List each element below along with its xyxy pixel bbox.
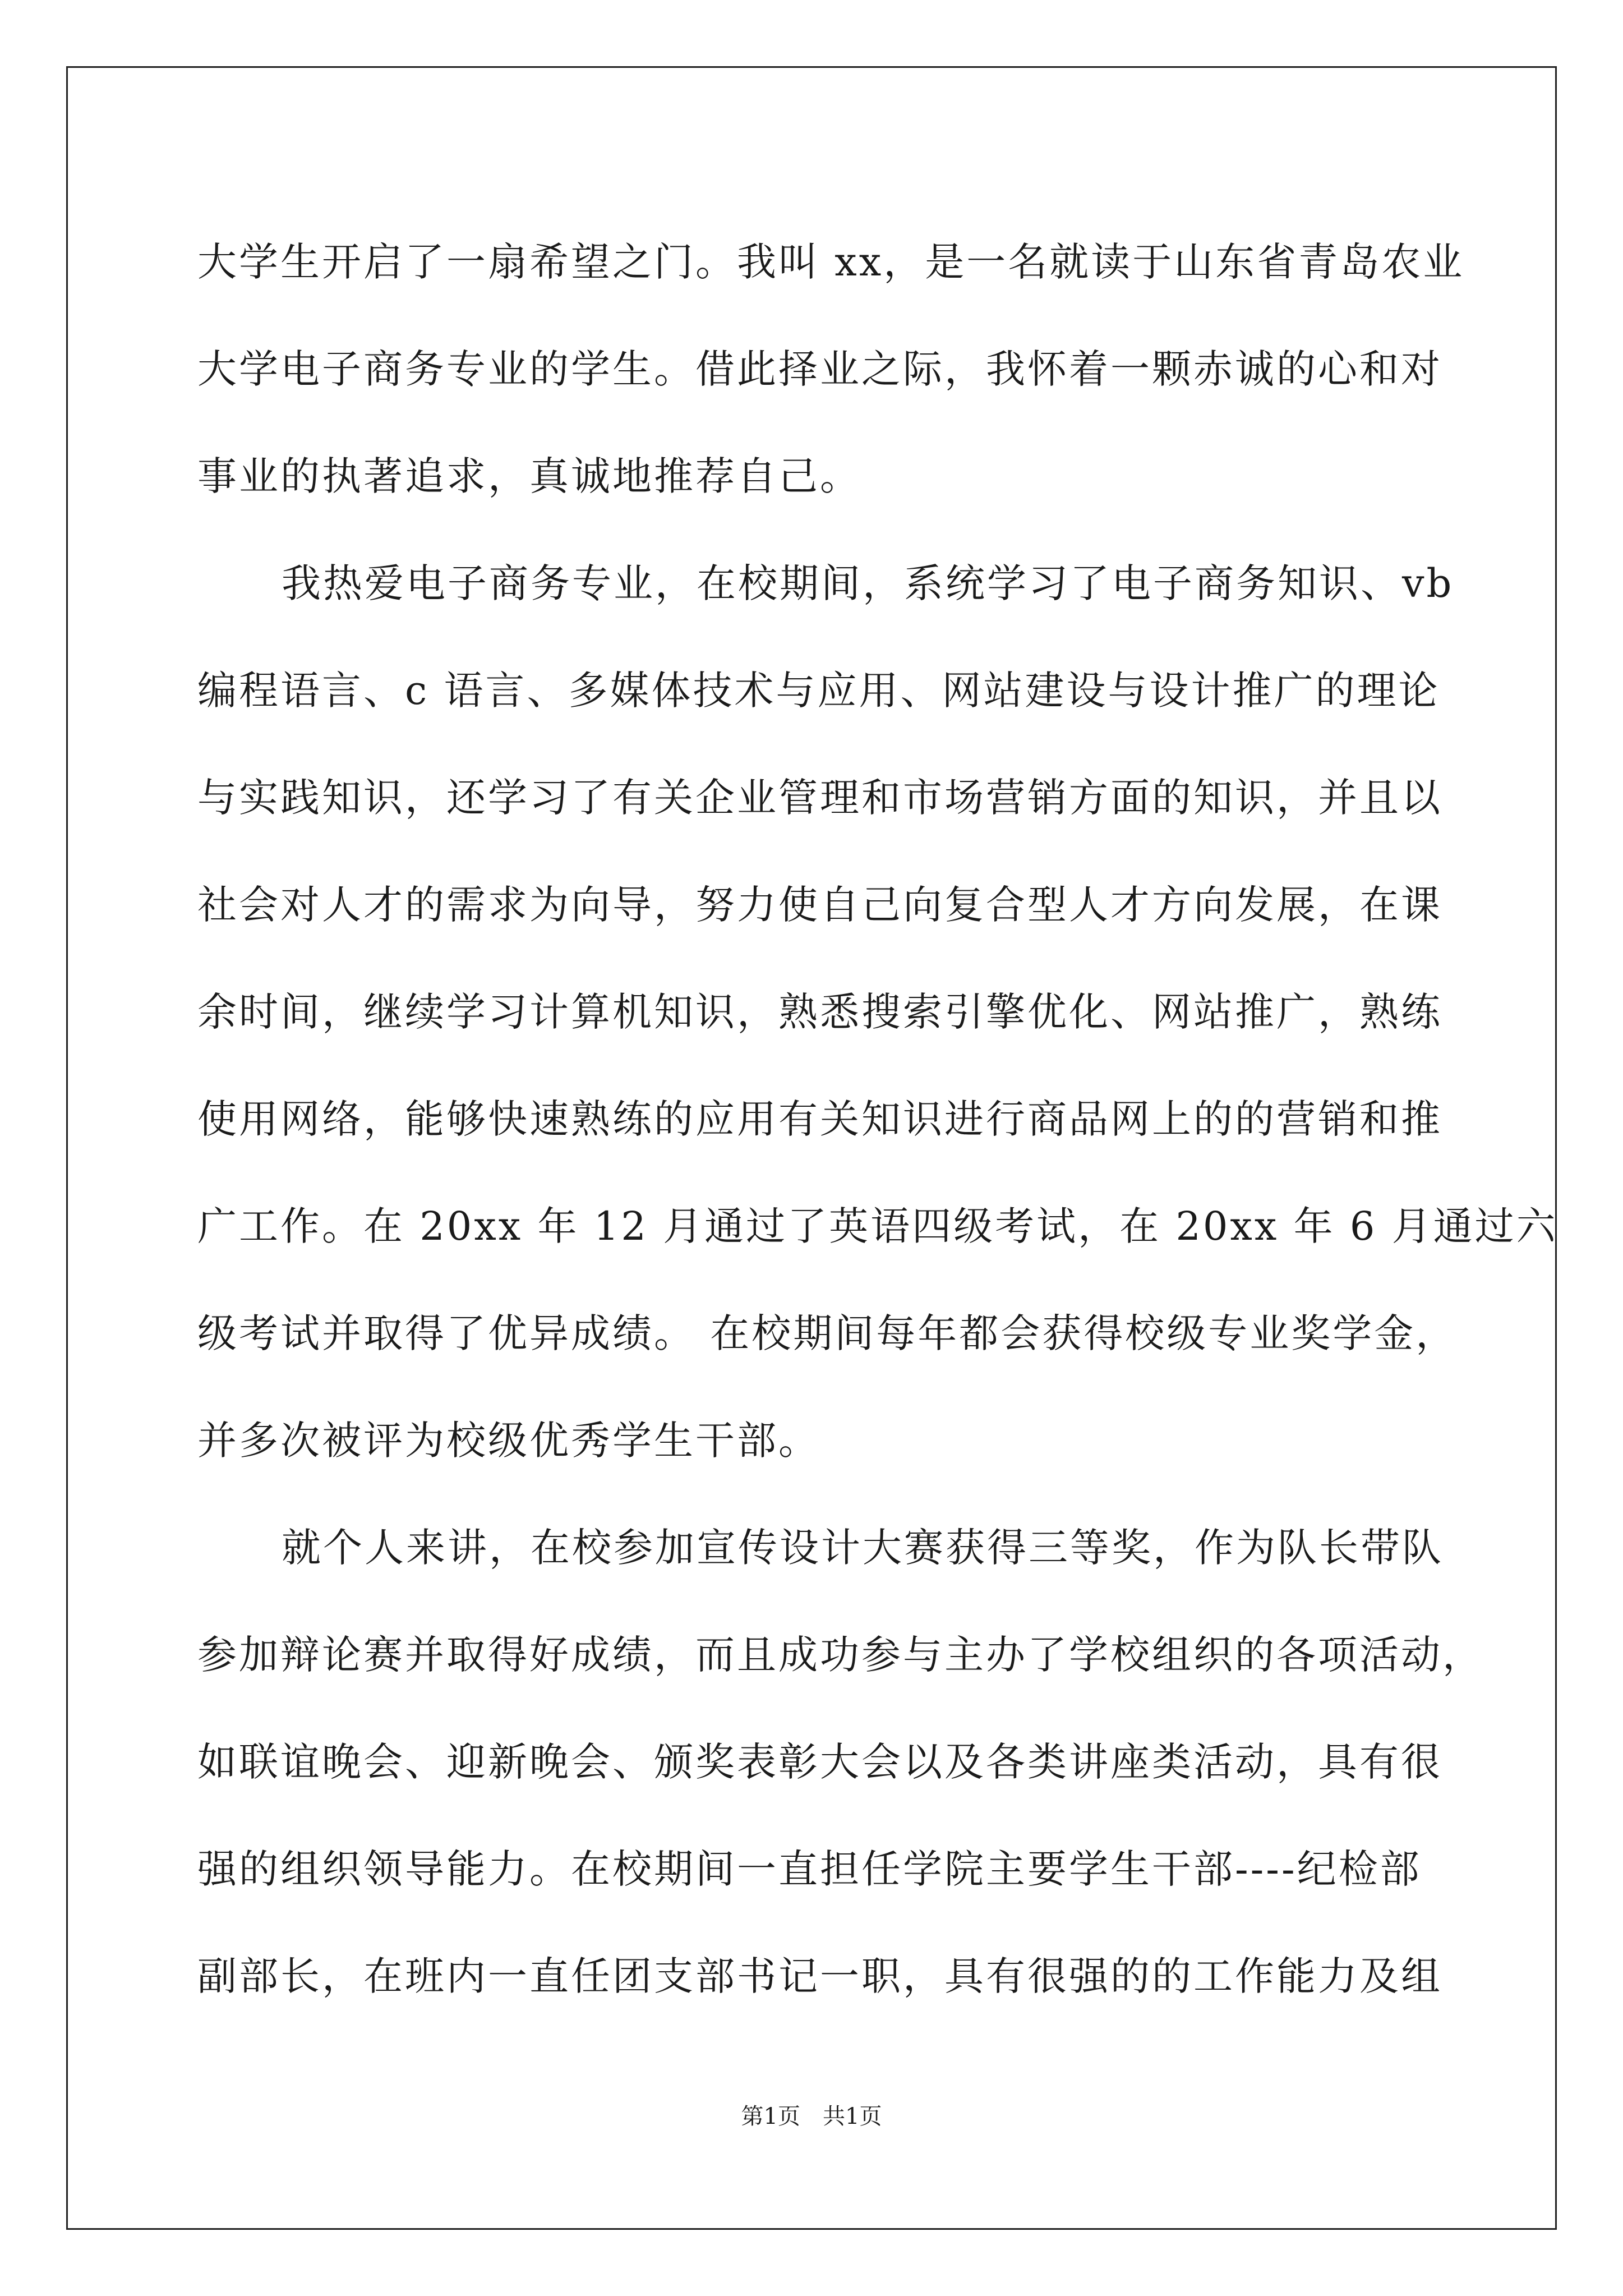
page-number-footer: 第1页 共1页 (741, 2104, 882, 2129)
text-line: 编程语言、c 语言、多媒体技术与应用、网站建设与设计推广的理论 (197, 668, 1440, 714)
text-line: 级考试并取得了优异成绩。 在校期间每年都会获得校级专业奖学金， (197, 1310, 1458, 1356)
text-line: 副部长，在班内一直任团支部书记一职，具有很强的的工作能力及组 (197, 1953, 1442, 1999)
text-line: 我热爱电子商务专业，在校期间，系统学习了电子商务知识、vb (282, 560, 1454, 606)
text-line: 如联谊晚会、迎新晚会、颁奖表彰大会以及各类讲座类活动，具有很 (197, 1739, 1442, 1785)
text-line: 社会对人才的需求为向导，努力使自己向复合型人才方向发展，在课 (197, 882, 1442, 928)
text-line: 参加辩论赛并取得好成绩，而且成功参与主办了学校组织的各项活动， (197, 1632, 1484, 1678)
paragraph-3 (197, 1494, 1484, 2030)
text-line: 大学生开启了一扇希望之门。我叫 xx，是一名就读于山东省青岛农业 (197, 239, 1465, 285)
text-line: 事业的执著追求，真诚地推荐自己。 (197, 453, 861, 499)
paragraph-1 (197, 209, 1465, 530)
text-line: 强的组织领导能力。在校期间一直担任学院主要学生干部----纪检部 (197, 1846, 1422, 1892)
text-line: 广工作。在 20xx 年 12 月通过了英语四级考试，在 20xx 年 6 月通过六 (197, 1203, 1558, 1249)
text-line: 使用网络，能够快速熟练的应用有关知识进行商品网上的的营销和推 (197, 1096, 1442, 1142)
text-line: 与实践知识，还学习了有关企业管理和市场营销方面的知识，并且以 (197, 775, 1442, 821)
document-body (197, 209, 1558, 2030)
text-line: 大学电子商务专业的学生。借此择业之际，我怀着一颗赤诚的心和对 (197, 346, 1442, 392)
text-line: 就个人来讲，在校参加宣传设计大赛获得三等奖，作为队长带队 (282, 1525, 1444, 1571)
text-line: 余时间，继续学习计算机知识，熟悉搜索引擎优化、网站推广，熟练 (197, 989, 1442, 1035)
paragraph-2 (197, 530, 1558, 1494)
text-line: 并多次被评为校级优秀学生干部。 (197, 1418, 820, 1464)
